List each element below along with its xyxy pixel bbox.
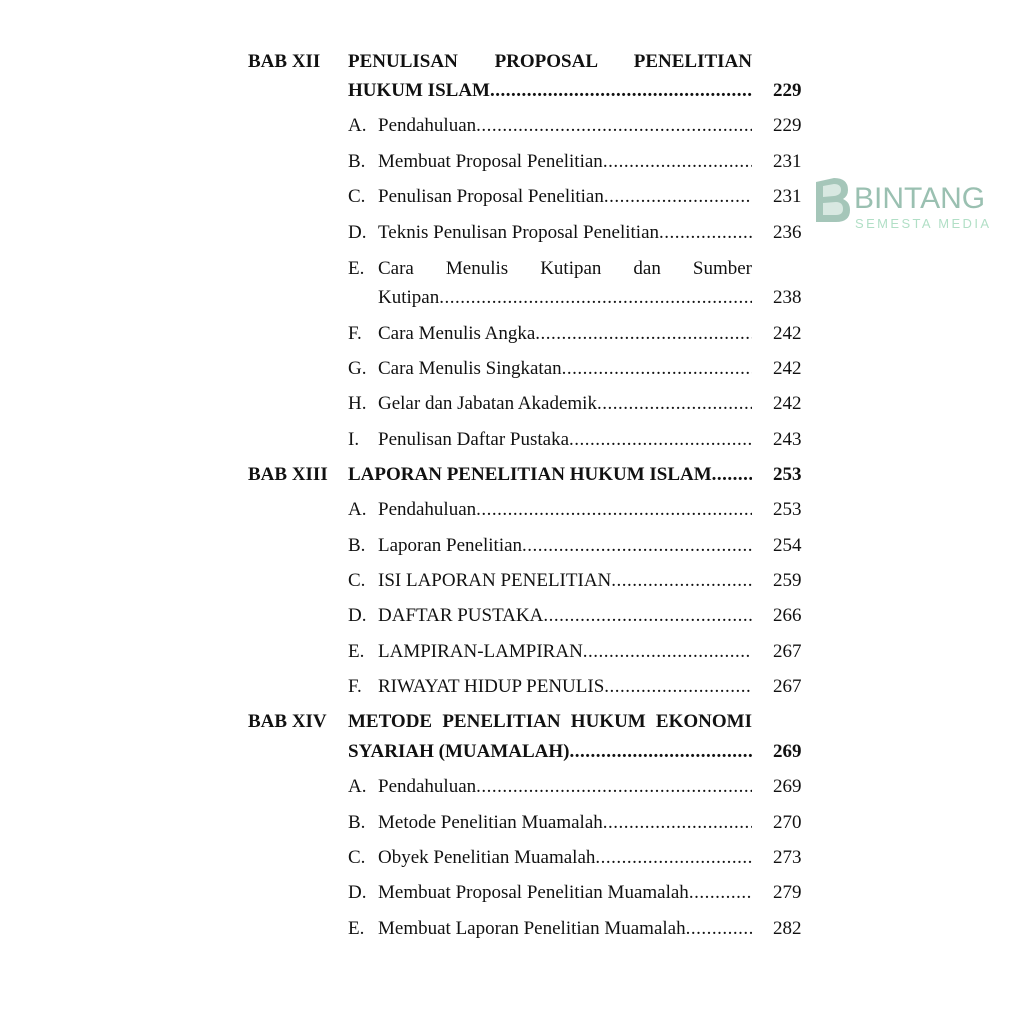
entry-title: Membuat Proposal Penelitian <box>378 151 603 172</box>
dot-leader <box>603 150 752 174</box>
dot-leader <box>604 185 752 209</box>
chapter-title-entry[interactable]: METODE PENELITIAN HUKUM EKONOMI <box>348 711 752 732</box>
item-letter: I. <box>348 429 360 450</box>
item-letter: E. <box>348 918 365 939</box>
page-number: 243 <box>773 429 802 450</box>
toc-item-entry[interactable] <box>378 392 752 416</box>
item-letter: B. <box>348 151 366 172</box>
dot-leader <box>439 286 752 310</box>
item-letter: E. <box>348 258 365 279</box>
page-number: 253 <box>773 464 802 485</box>
entry-title: Metode Penelitian Muamalah <box>378 812 603 833</box>
toc-item-entry[interactable] <box>378 150 752 174</box>
toc-item-entry[interactable] <box>378 569 752 593</box>
dot-leader <box>522 534 752 558</box>
item-letter: A. <box>348 776 367 797</box>
toc-item-entry[interactable] <box>378 428 752 452</box>
entry-title: Laporan Penelitian <box>378 535 523 556</box>
item-letter: G. <box>348 358 367 379</box>
dot-leader <box>597 392 752 416</box>
chapter-label: BAB XII <box>248 51 321 72</box>
dot-leader <box>570 740 753 764</box>
item-letter: B. <box>348 812 366 833</box>
watermark-sub: SEMESTA MEDIA <box>855 216 992 231</box>
entry-title: Membuat Laporan Penelitian Muamalah <box>378 918 686 939</box>
item-letter: F. <box>348 323 362 344</box>
entry-title: RIWAYAT HIDUP PENULIS <box>378 676 605 697</box>
dot-leader <box>476 498 752 522</box>
entry-title: Pendahuluan <box>378 499 477 520</box>
item-letter: H. <box>348 393 367 414</box>
dot-leader <box>603 811 752 835</box>
dot-leader <box>689 881 752 905</box>
dot-leader <box>476 775 752 799</box>
entry-title: LAPORAN PENELITIAN HUKUM ISLAM <box>348 464 712 485</box>
toc-item-entry[interactable] <box>378 846 752 870</box>
page-number: 236 <box>773 222 802 243</box>
dot-leader <box>490 79 752 103</box>
dot-leader <box>611 569 752 593</box>
toc-item-entry[interactable] <box>378 221 752 245</box>
item-letter: D. <box>348 605 367 626</box>
entry-title: Cara Menulis Angka <box>378 323 536 344</box>
entry-title: Gelar dan Jabatan Akademik <box>378 393 597 414</box>
entry-title: Penulisan Daftar Pustaka <box>378 429 570 450</box>
watermark-brand: BINTANG <box>854 182 986 215</box>
entry-title: Penulisan Proposal Penelitian <box>378 186 604 207</box>
entry-title: Cara Menulis Singkatan <box>378 358 562 379</box>
dot-leader <box>583 640 752 664</box>
toc-item-entry[interactable] <box>378 917 752 941</box>
dot-leader <box>535 322 752 346</box>
page-number: 254 <box>773 535 802 556</box>
page-number: 253 <box>773 499 802 520</box>
toc-item-entry[interactable] <box>378 322 752 346</box>
entry-title: ISI LAPORAN PENELITIAN <box>378 570 612 591</box>
entry-title: LAMPIRAN-LAMPIRAN <box>378 641 583 662</box>
entry-title: Membuat Proposal Penelitian Muamalah <box>378 882 689 903</box>
toc-item-entry[interactable] <box>378 534 752 558</box>
chapter-title-entry[interactable]: PENULISAN PROPOSAL PENELITIAN <box>348 51 752 72</box>
toc-item-entry[interactable] <box>378 604 752 628</box>
entry-title: Teknis Penulisan Proposal Penelitian <box>378 222 660 243</box>
item-letter: B. <box>348 535 366 556</box>
page-number: 231 <box>773 186 802 207</box>
toc-item-entry[interactable] <box>378 675 752 699</box>
page-number: 267 <box>773 676 802 697</box>
item-letter: A. <box>348 115 367 136</box>
dot-leader <box>686 917 752 941</box>
page-number: 279 <box>773 882 802 903</box>
page-number: 259 <box>773 570 802 591</box>
toc-item-entry[interactable] <box>378 881 752 905</box>
toc-item-entry[interactable] <box>378 498 752 522</box>
chapter-title-entry[interactable] <box>348 79 752 103</box>
dot-leader <box>476 114 752 138</box>
page-number: 266 <box>773 605 802 626</box>
dot-leader <box>543 604 752 628</box>
entry-title: Kutipan <box>378 287 440 308</box>
entry-title: Obyek Penelitian Muamalah <box>378 847 596 868</box>
item-letter: C. <box>348 570 366 591</box>
chapter-label: BAB XIV <box>248 711 327 732</box>
page-number: 242 <box>773 323 802 344</box>
toc-item-entry[interactable] <box>378 811 752 835</box>
dot-leader <box>569 428 752 452</box>
entry-title: Pendahuluan <box>378 776 477 797</box>
item-letter: E. <box>348 641 365 662</box>
dot-leader <box>712 463 752 487</box>
dot-leader <box>659 221 752 245</box>
page-number: 273 <box>773 847 802 868</box>
page-number: 242 <box>773 393 802 414</box>
bintang-semesta-media-watermark-logo <box>814 176 1019 236</box>
chapter-title-entry[interactable] <box>348 463 752 487</box>
toc-item-entry[interactable] <box>378 114 752 138</box>
item-letter: F. <box>348 676 362 697</box>
item-letter: D. <box>348 222 367 243</box>
entry-title: HUKUM ISLAM <box>348 80 490 101</box>
dot-leader <box>604 675 752 699</box>
toc-item-entry[interactable]: Cara Menulis Kutipan dan Sumber <box>378 258 752 279</box>
page-number: 238 <box>773 287 802 308</box>
toc-item-entry[interactable] <box>378 640 752 664</box>
page-number: 282 <box>773 918 802 939</box>
page-number: 269 <box>773 741 802 762</box>
page-number: 267 <box>773 641 802 662</box>
page-number: 229 <box>773 80 802 101</box>
page-number: 229 <box>773 115 802 136</box>
chapter-title-entry[interactable] <box>348 740 752 764</box>
dot-leader <box>562 357 752 381</box>
entry-title: DAFTAR PUSTAKA <box>378 605 544 626</box>
dot-leader <box>595 846 752 870</box>
page-number: 231 <box>773 151 802 172</box>
page-number: 270 <box>773 812 802 833</box>
chapter-label: BAB XIII <box>248 464 328 485</box>
item-letter: C. <box>348 186 366 207</box>
page-number: 269 <box>773 776 802 797</box>
page-number: 242 <box>773 358 802 379</box>
item-letter: D. <box>348 882 367 903</box>
toc-item-entry[interactable] <box>378 286 752 310</box>
toc-item-entry[interactable] <box>378 185 752 209</box>
item-letter: C. <box>348 847 366 868</box>
toc-item-entry[interactable] <box>378 775 752 799</box>
entry-title: Pendahuluan <box>378 115 477 136</box>
entry-title: SYARIAH (MUAMALAH) <box>348 741 570 762</box>
toc-item-entry[interactable] <box>378 357 752 381</box>
item-letter: A. <box>348 499 367 520</box>
